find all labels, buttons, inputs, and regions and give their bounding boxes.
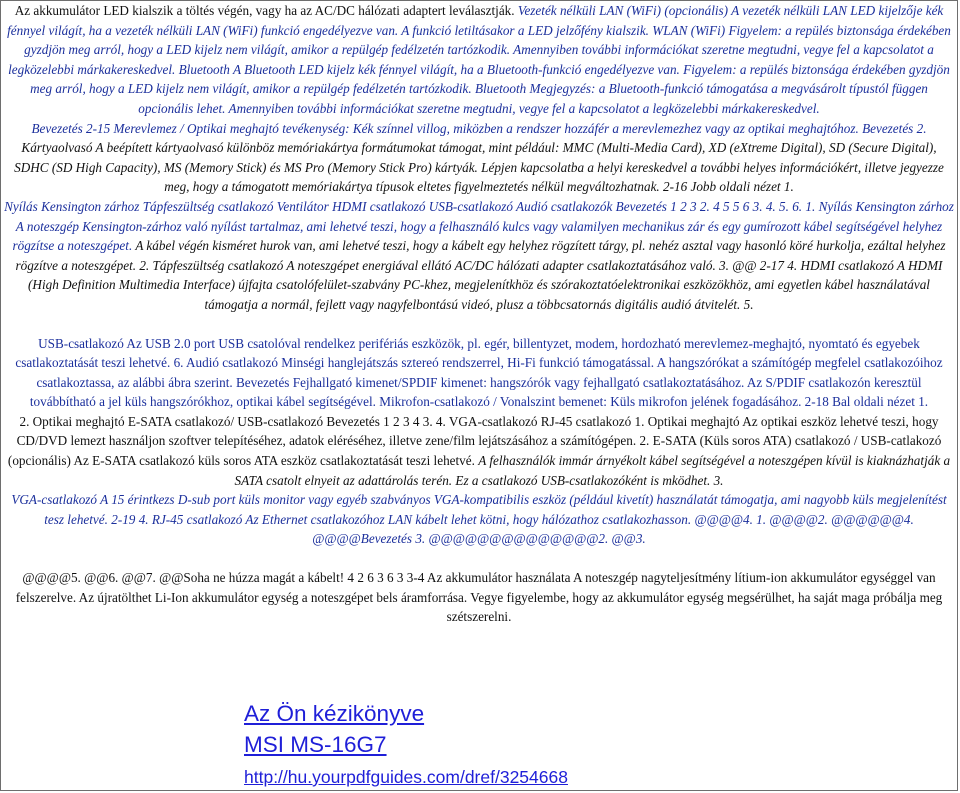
- paragraph: [3, 334, 955, 412]
- manual-links: [244, 699, 568, 788]
- text-segment: A felhasználók immár árnyékolt kábel segítségével a noteszgépen kívül is kiaknázhatják a SATA csatolt elnyeit az adattárolás terén. Ez a csatlakozó USB-csatlakozóként is mködhet. 3.: [234, 453, 951, 488]
- text-segment: A kábel végén kisméret hurok van, ami lehetvé teszi, hogy a kábelt egy helyhez rögzített tárgy, pl. nehéz asztal vagy hasonló köré hurkolja, ezáltal helyhez rögzítve a noteszgépet. 2. Tápfeszültség csatlakozó A noteszgépet energiával ellátó AC/DC hálózati adapter csatlakoztatásához való. 3. @@ 2-17 4. HDMI csatlakozó A HDMI (High Definition Multimedia Interface) újfajta csatolófelület-szabvány PC-khez, megjelenítkhöz és szórakoztatóelektronikai eszközökhöz, ami egyetlen kábel használatával támogatja a normál, fejlett vagy nagyfelbontású videó, plusz a többcsatornás digitális audió átvitelét. 5.: [15, 238, 946, 312]
- text-segment: USB-csatlakozó Az USB 2.0 port USB csatolóval rendelkez perifériás eszközök, pl. egér, billentyzet, modem, hordozható merevlemez-meghajtó, nyomtató és egyebek csatlakoztatását teszi lehetvé. 6. Audió csatlakozó Minségi hanglejátszás sztereó rendszerrel, Hi-Fi funkció támogatással. A hangszórókat a számítógép megfelel csatlakozóihoz csatlakoztassa, az alábbi ábra szerint. Bevezetés Fejhallgató kimenet/SPDIF kimenet: hangszórók vagy fejhallgató csatlakoztatásához. Az S/PDIF csatlakozón keresztül továbbítható a jel küls hangszórókhoz, optikai kábel segítségével. Mikrofon-csatlakozó / Vonalszint bemenet: Küls mikrofon jelének fogadásához. 2-18 Bal oldali nézet 1.: [15, 335, 943, 410]
- paragraph: [3, 490, 955, 549]
- text-segment: Bevezetés 2-15 Merevlemez / Optikai meghajtó tevékenység: Kék színnel villog, miközben a rendszer hozzáfér a merevlemezhez vagy az optikai meghajtóhoz. Bevezetés 2.: [31, 120, 927, 136]
- text-segment: Kártyaolvasó A beépített kártyaolvasó különböz memóriakártya formátumokat támogat, mint például: MMC (Multi-Media Card), XD (eXtreme Digital), SD (Secure Digital), SDHC (SD High Capacity), MS (Memory Stick) és MS Pro (Memory Stick Pro) kártyák. Lépjen kapcsolatba a helyi kereskedvel a további helyes információkért, illetve jegyezze meg, hogy a támogatott memóriakártya típusok eltetes figyelmeztetés nélkül megváltozhatnak. 2-16 Jobb oldali nézet 1.: [14, 140, 944, 195]
- paragraph: [3, 568, 955, 627]
- paragraph-gap: [3, 549, 955, 568]
- text-segment: Az akkumulátor LED kialszik a töltés végén, vagy ha az AC/DC hálózati adaptert leválasztják.: [14, 3, 518, 18]
- paragraph: [3, 412, 955, 490]
- paragraph: [3, 1, 955, 119]
- text-segment: @@@@5. @@6. @@7. @@Soha ne húzza magát a kábelt! 4 2 6 3 6 3 3-4 Az akkumulátor használata A noteszgép nagyteljesítmény lítium-ion akkumulátor egységgel van felszerelve. Az újratölthet Li-Ion akkumulátor egység a noteszgépet bels áramforrása. Vegye figyelembe, hogy az akkumulátor egység megsérülhet, ha saját maga próbálja meg szétszerelni.: [15, 570, 943, 625]
- manual-text: [3, 1, 955, 627]
- text-segment: VGA-csatlakozó A 15 érintkezs D-sub port küls monitor vagy egyéb szabványos VGA-kompatibilis eszköz (például kivetít) használatát támogatja, ami nagyobb küls megjelenítést tesz lehetvé. 2-19 4. RJ-45 csatlakozó Az Ethernet csatlakozóhoz LAN kábelt lehet kötni, hogy hálózathoz csatlakozhasson. @@@@4. 1. @@@@2. @@@@@@4. @@@@Bevezetés 3. @@@@@@@@@@@@@@2. @@3.: [11, 492, 947, 547]
- model-link[interactable]: MSI MS-16G7: [244, 732, 387, 757]
- url-link[interactable]: http://hu.yourpdfguides.com/dref/3254668: [244, 767, 568, 787]
- paragraph: [3, 119, 955, 197]
- paragraph: [3, 197, 955, 315]
- manual-title-link[interactable]: Az Ön kézikönyve: [244, 701, 425, 726]
- text-segment: Vezeték nélküli LAN (WiFi) (opcionális) A vezeték nélküli LAN LED kijelzője kék fénnyel világít, ha a vezeték nélküli LAN (WiFi) funkció engedélyezve van. A funkció letiltásakor a LED jelzőfény kialszik. WLAN (WiFi) Figyelem: a repülés biztonsága érdekében gyzdjön meg arról, hogy a LED kijelz nem világít, amikor a repülgép fedélzetén tartózkodik. Amennyiben további információkat szeretne megtudni, vegye fel a kapcsolatot a legközelebbi márkakereskedvel. Bluetooth A Bluetooth LED kijelz kék fénnyel világít, ha a Bluetooth-funkció engedélyezve van. Figyelem: a repülés biztonsága érdekében gyzdjön meg arról, hogy a LED kijelz nem világít, amikor a repülgép fedélzetén tartózkodik. Bluetooth Megjegyzés: a Bluetooth-funkció támogatása a megvásárolt típustól függen opcionális lehet. Amennyiben további információkat szeretne megtudni, vegye fel a kapcsolatot a legközelebbi márkakereskedvel.: [7, 3, 951, 116]
- text-segment: 2. Optikai meghajtó E-SATA csatlakozó/ USB-csatlakozó Bevezetés 1 2 3 4 3. 4. VGA-csatlakozó RJ-45 csatlakozó 1. Optikai meghajtó Az optikai eszköz lehetvé teszi, hogy CD/DVD lemezt használjon szoftver telepítéséhez, adatok eléréséhez, illetve zene/film lejátszásához a számítógépen. 2. E-SATA (Küls soros ATA) csatlakozó / USB-catlakozó (opcionális) Az E-SATA csatlakozó küls soros ATA eszköz csatlakoztatását teszi lehetvé.: [7, 413, 942, 469]
- paragraph-gap: [3, 315, 955, 334]
- text-segment: Nyílás Kensington zárhoz Tápfeszültség csatlakozó Ventilátor HDMI csatlakozó USB-csatlakozó Audió csatlakozók Bevezetés 1 2 3 2. 4 5 5 6 3. 4. 5. 6. 1. Nyílás Kensington zárhoz A noteszgép Kensington-zárhoz való nyílást tartalmaz, ami lehetvé teszi, hogy a felhasználó kulcs vagy valamilyen mechanikus zár és egy gumírozott kábel segítségével helyhez rögzítse a noteszgépet.: [4, 198, 954, 254]
